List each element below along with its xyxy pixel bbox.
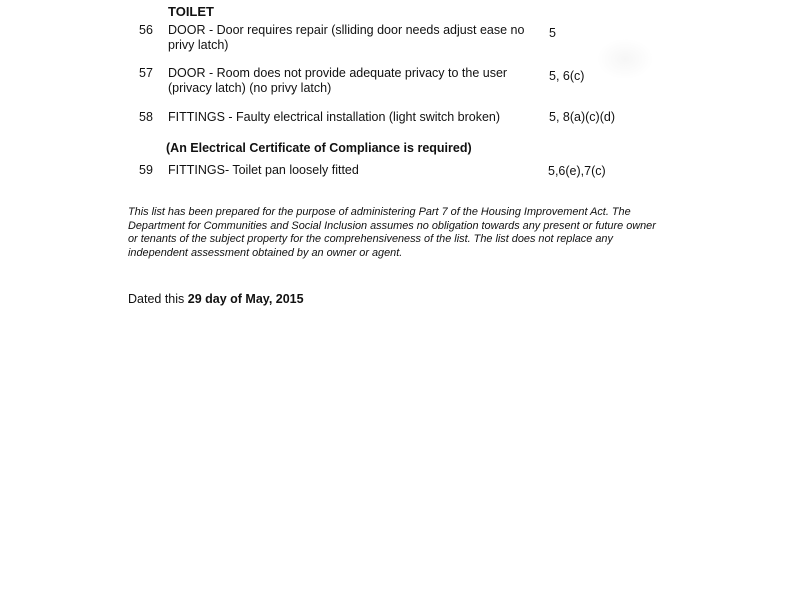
- certificate-note: (An Electrical Certificate of Compliance is required): [166, 141, 472, 155]
- item-description: DOOR - Room does not provide adequate privacy to the user (privacy latch) (no privy latch): [168, 66, 508, 95]
- dated-prefix: Dated this: [128, 292, 185, 306]
- item-reference: 5, 8(a)(c)(d): [549, 110, 615, 124]
- dated-date: 29 day of May, 2015: [187, 292, 304, 306]
- dated-line: [128, 292, 304, 306]
- scan-artifact: [596, 38, 654, 80]
- item-reference: 5: [549, 26, 556, 40]
- item-description: FITTINGS- Toilet pan loosely fitted: [168, 163, 359, 177]
- item-number: 57: [139, 66, 153, 80]
- disclaimer-text: This list has been prepared for the purpose of administering Part 7 of the Housing Improvement Act. The Department for Communities and Social Inclusion assumes no obligation towards any present or future owner or tenants of the subject property for the comprehensiveness of the list. The list does not replace any independent assessment obtained by an owner or agent.: [128, 206, 656, 259]
- item-number: 58: [139, 110, 153, 124]
- item-description: FITTINGS - Faulty electrical installation (light switch broken): [168, 110, 501, 124]
- section-heading: TOILET: [168, 4, 214, 19]
- item-reference: 5, 6(c): [549, 69, 585, 83]
- item-reference: 5,6(e),7(c): [548, 164, 606, 178]
- item-number: 59: [139, 163, 153, 177]
- item-description: DOOR - Door requires repair (slliding door needs adjust ease no privy latch): [168, 23, 525, 52]
- item-number: 56: [139, 23, 153, 37]
